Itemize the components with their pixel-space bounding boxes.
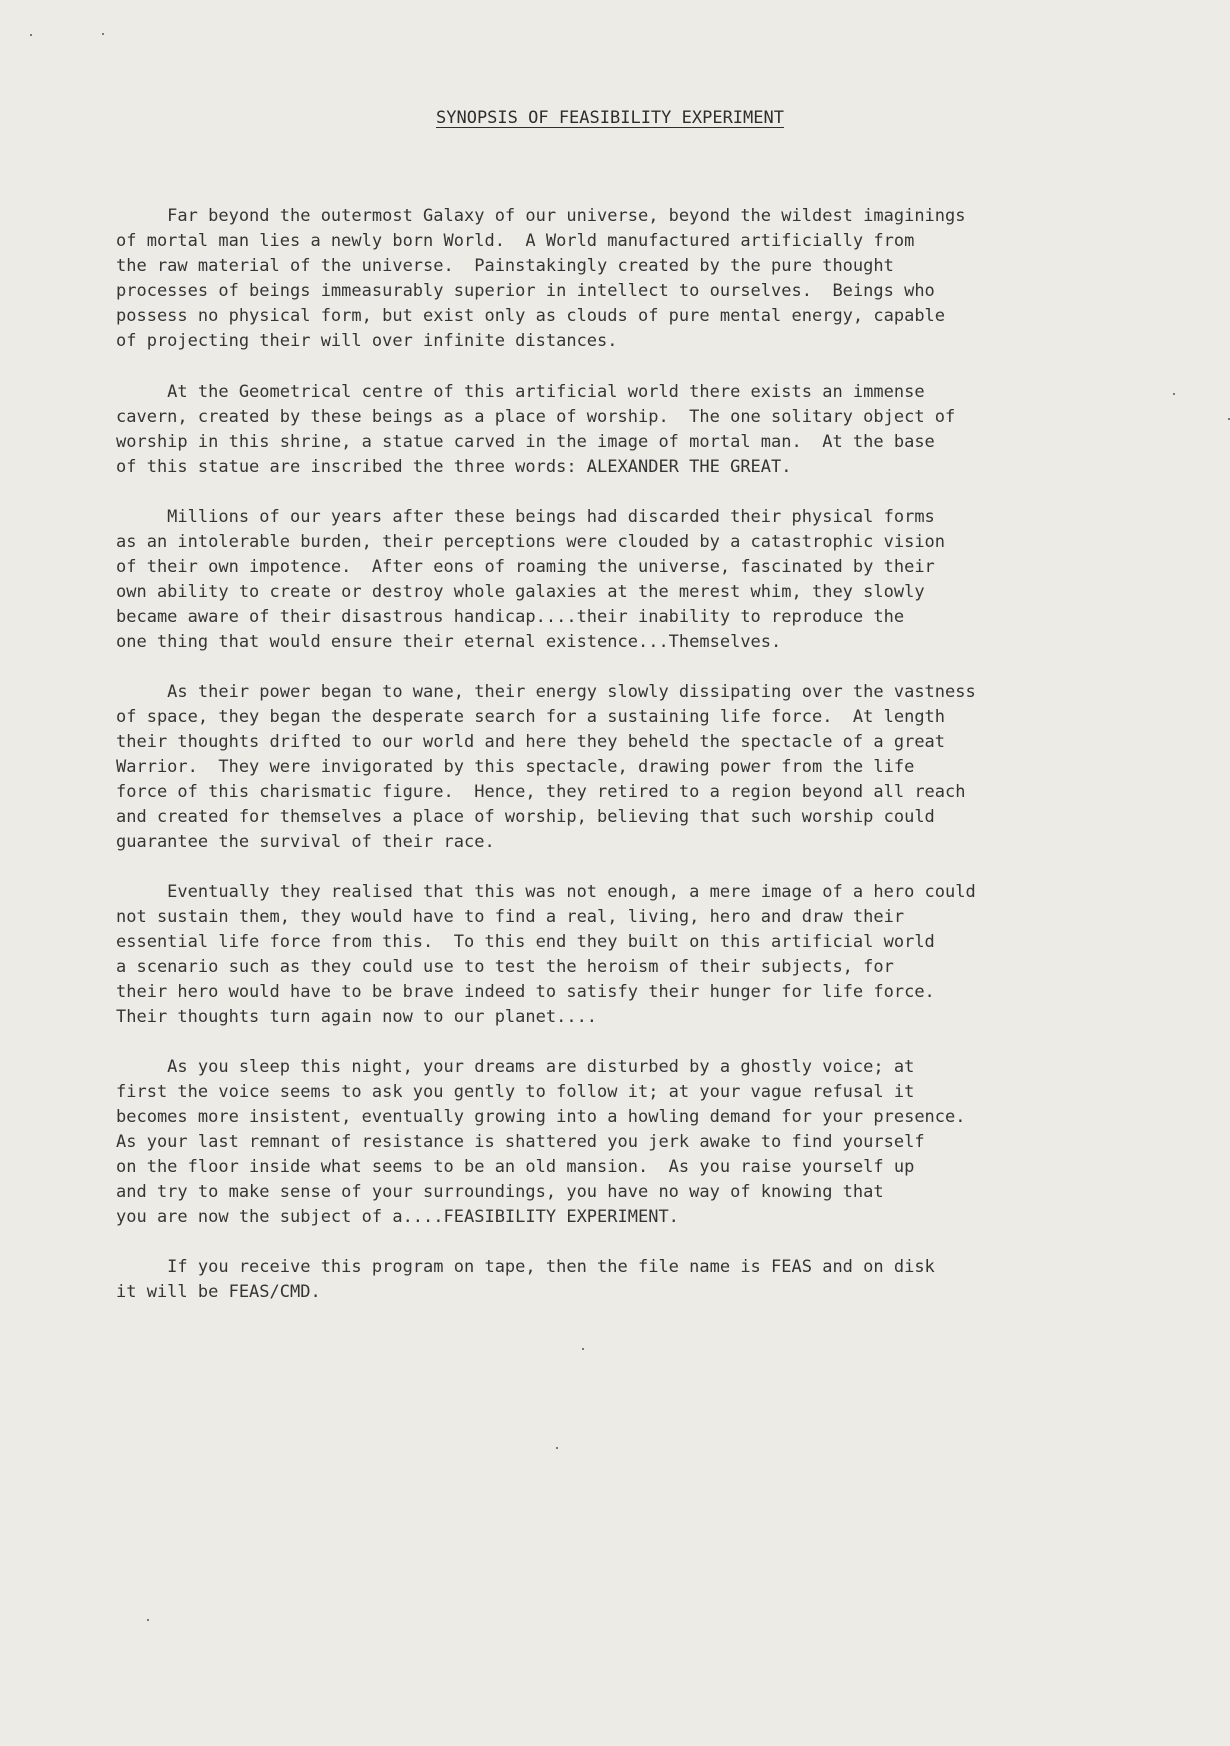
text-line: As their power began to wane, their energy slowly dissipating over the vastness <box>116 682 976 702</box>
text-line: a scenario such as they could use to test the heroism of their subjects, for <box>116 957 894 977</box>
paper-speck <box>102 33 104 35</box>
text-line: essential life force from this. To this end they built on this artificial world <box>116 932 935 952</box>
text-line: and created for themselves a place of worship, believing that such worship could <box>116 807 935 827</box>
text-line: guarantee the survival of their race. <box>116 832 495 852</box>
text-line: the raw material of the universe. Painstakingly created by the pure thought <box>116 256 894 276</box>
text-line: If you receive this program on tape, then the file name is FEAS and on disk <box>116 1257 935 1277</box>
text-line: As you sleep this night, your dreams are disturbed by a ghostly voice; at <box>116 1057 915 1077</box>
title-text: SYNOPSIS OF FEASIBILITY EXPERIMENT <box>436 108 784 128</box>
text-line: of space, they began the desperate search for a sustaining life force. At length <box>116 707 946 727</box>
text-line: became aware of their disastrous handicap....their inability to reproduce the <box>116 607 905 627</box>
text-line: not sustain them, they would have to find a real, living, hero and draw their <box>116 907 905 927</box>
text-line: their thoughts drifted to our world and here they beheld the spectacle of a great <box>116 732 946 752</box>
text-line: on the floor inside what seems to be an old mansion. As you raise yourself up <box>116 1157 915 1177</box>
page-title <box>0 108 1230 128</box>
text-line: of their own impotence. After eons of roaming the universe, fascinated by their <box>116 557 935 577</box>
text-line: Far beyond the outermost Galaxy of our universe, beyond the wildest imaginings <box>116 206 966 226</box>
text-line: as an intolerable burden, their perceptions were clouded by a catastrophic vision <box>116 532 946 552</box>
text-line: As your last remnant of resistance is shattered you jerk awake to find yourself <box>116 1132 925 1152</box>
text-line: first the voice seems to ask you gently to follow it; at your vague refusal it <box>116 1082 915 1102</box>
text-line: processes of beings immeasurably superior in intellect to ourselves. Beings who <box>116 281 935 301</box>
text-line: one thing that would ensure their eternal existence...Themselves. <box>116 632 782 652</box>
text-line: own ability to create or destroy whole galaxies at the merest whim, they slowly <box>116 582 925 602</box>
paper-speck <box>30 34 32 36</box>
paper-speck <box>556 1447 558 1449</box>
paper-speck <box>582 1348 584 1350</box>
text-line: and try to make sense of your surroundings, you have no way of knowing that <box>116 1182 884 1202</box>
paper-speck <box>1173 393 1175 395</box>
text-line: Their thoughts turn again now to our planet.... <box>116 1007 598 1027</box>
text-line: force of this charismatic figure. Hence, they retired to a region beyond all reach <box>116 782 966 802</box>
text-line: of this statue are inscribed the three words: ALEXANDER THE GREAT. <box>116 457 792 477</box>
text-line: cavern, created by these beings as a place of worship. The one solitary object of <box>116 407 956 427</box>
text-line: Warrior. They were invigorated by this spectacle, drawing power from the life <box>116 757 915 777</box>
text-line: Millions of our years after these beings had discarded their physical forms <box>116 507 935 527</box>
text-line: possess no physical form, but exist only as clouds of pure mental energy, capable <box>116 306 946 326</box>
text-line: you are now the subject of a....FEASIBILITY EXPERIMENT. <box>116 1207 679 1227</box>
text-line: of mortal man lies a newly born World. A World manufactured artificially from <box>116 231 915 251</box>
text-line: of projecting their will over infinite distances. <box>116 331 618 351</box>
text-line: their hero would have to be brave indeed to satisfy their hunger for life force. <box>116 982 935 1002</box>
text-line: At the Geometrical centre of this artificial world there exists an immense <box>116 382 925 402</box>
text-line: worship in this shrine, a statue carved in the image of mortal man. At the base <box>116 432 935 452</box>
paper-speck <box>147 1619 149 1621</box>
text-line: Eventually they realised that this was not enough, a mere image of a hero could <box>116 882 976 902</box>
text-line: becomes more insistent, eventually growing into a howling demand for your presence. <box>116 1107 966 1127</box>
text-line: it will be FEAS/CMD. <box>116 1282 321 1302</box>
